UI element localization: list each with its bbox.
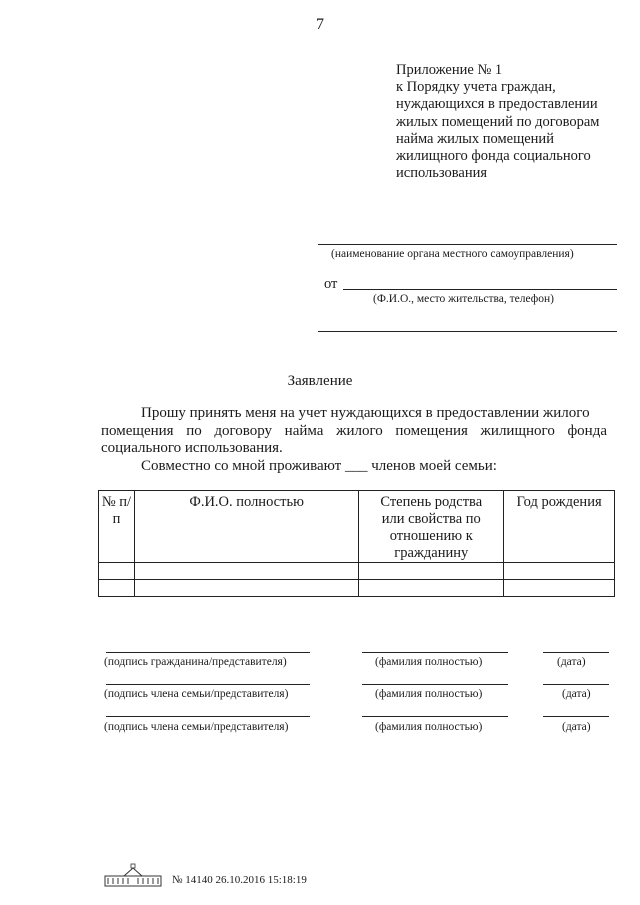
table-cell[interactable] bbox=[359, 563, 504, 580]
appendix-line: жилищного фонда социального bbox=[396, 148, 591, 165]
table-header-row bbox=[99, 491, 615, 563]
appendix-line: Приложение № 1 bbox=[396, 62, 503, 78]
applicant-caption: (Ф.И.О., место жительства, телефон) bbox=[373, 293, 554, 305]
authority-name-field[interactable] bbox=[318, 244, 617, 245]
appendix-line: к Порядку учета граждан, bbox=[396, 79, 556, 96]
surname-caption: (фамилия полностью) bbox=[375, 721, 483, 733]
application-text bbox=[101, 405, 607, 475]
appendix-line: нуждающихся в предоставлении bbox=[396, 96, 598, 113]
appendix-line: жилых помещений по договорам bbox=[396, 113, 600, 130]
household-suffix: членов моей семьи: bbox=[371, 457, 497, 474]
applicant-field[interactable] bbox=[343, 289, 617, 290]
table-cell[interactable] bbox=[99, 580, 135, 597]
signature-line[interactable] bbox=[106, 716, 310, 717]
surname-caption: (фамилия полностью) bbox=[375, 656, 483, 668]
date-caption: (дата) bbox=[562, 721, 591, 733]
government-building-emblem-icon bbox=[104, 862, 162, 893]
column-header-full-name: Ф.И.О. полностью bbox=[134, 491, 358, 563]
surname-caption: (фамилия полностью) bbox=[375, 688, 483, 700]
registry-stamp: № 14140 26.10.2016 15:18:19 bbox=[172, 874, 307, 886]
surname-line[interactable] bbox=[362, 652, 508, 653]
signature-line[interactable] bbox=[106, 684, 310, 685]
table-cell[interactable] bbox=[504, 563, 615, 580]
table-cell[interactable] bbox=[99, 563, 135, 580]
signature-line[interactable] bbox=[106, 652, 310, 653]
page-number: 7 bbox=[316, 16, 324, 33]
date-line[interactable] bbox=[543, 684, 609, 685]
appendix-block bbox=[396, 62, 626, 182]
body-line: помещения по договору найма жилого помещения жилищного фонда bbox=[101, 422, 607, 439]
document-title: Заявление bbox=[287, 373, 353, 389]
column-header-birth-year: Год рождения bbox=[504, 491, 615, 563]
household-prefix: Совместно со мной проживают bbox=[141, 457, 342, 474]
household-line bbox=[101, 458, 607, 476]
body-line: социального использования. bbox=[101, 440, 283, 456]
surname-line[interactable] bbox=[362, 716, 508, 717]
table-cell[interactable] bbox=[359, 580, 504, 597]
column-header-relation: Степень родства или свойства по отношению к гражданину bbox=[359, 491, 504, 563]
body-line: Прошу принять меня на учет нуждающихся в предоставлении жилого bbox=[141, 405, 590, 421]
table-row bbox=[99, 563, 615, 580]
household-count-field[interactable]: ___ bbox=[344, 457, 368, 474]
from-label: от bbox=[324, 276, 338, 292]
surname-line[interactable] bbox=[362, 684, 508, 685]
appendix-line: найма жилых помещений bbox=[396, 130, 554, 147]
date-line[interactable] bbox=[543, 716, 609, 717]
authority-name-caption: (наименование органа местного самоуправления) bbox=[331, 248, 574, 260]
appendix-line: использования bbox=[396, 165, 488, 182]
signature-caption: (подпись гражданина/представителя) bbox=[104, 656, 287, 668]
date-line[interactable] bbox=[543, 652, 609, 653]
signature-caption: (подпись члена семьи/представителя) bbox=[104, 721, 289, 733]
table-row bbox=[99, 580, 615, 597]
column-header-number: № п/п bbox=[99, 491, 135, 563]
date-caption: (дата) bbox=[562, 688, 591, 700]
table-cell[interactable] bbox=[134, 563, 358, 580]
date-caption: (дата) bbox=[557, 656, 586, 668]
table-cell[interactable] bbox=[504, 580, 615, 597]
family-members-table bbox=[98, 490, 615, 597]
applicant-field-line-2[interactable] bbox=[318, 331, 617, 332]
signature-caption: (подпись члена семьи/представителя) bbox=[104, 688, 289, 700]
table-cell[interactable] bbox=[134, 580, 358, 597]
